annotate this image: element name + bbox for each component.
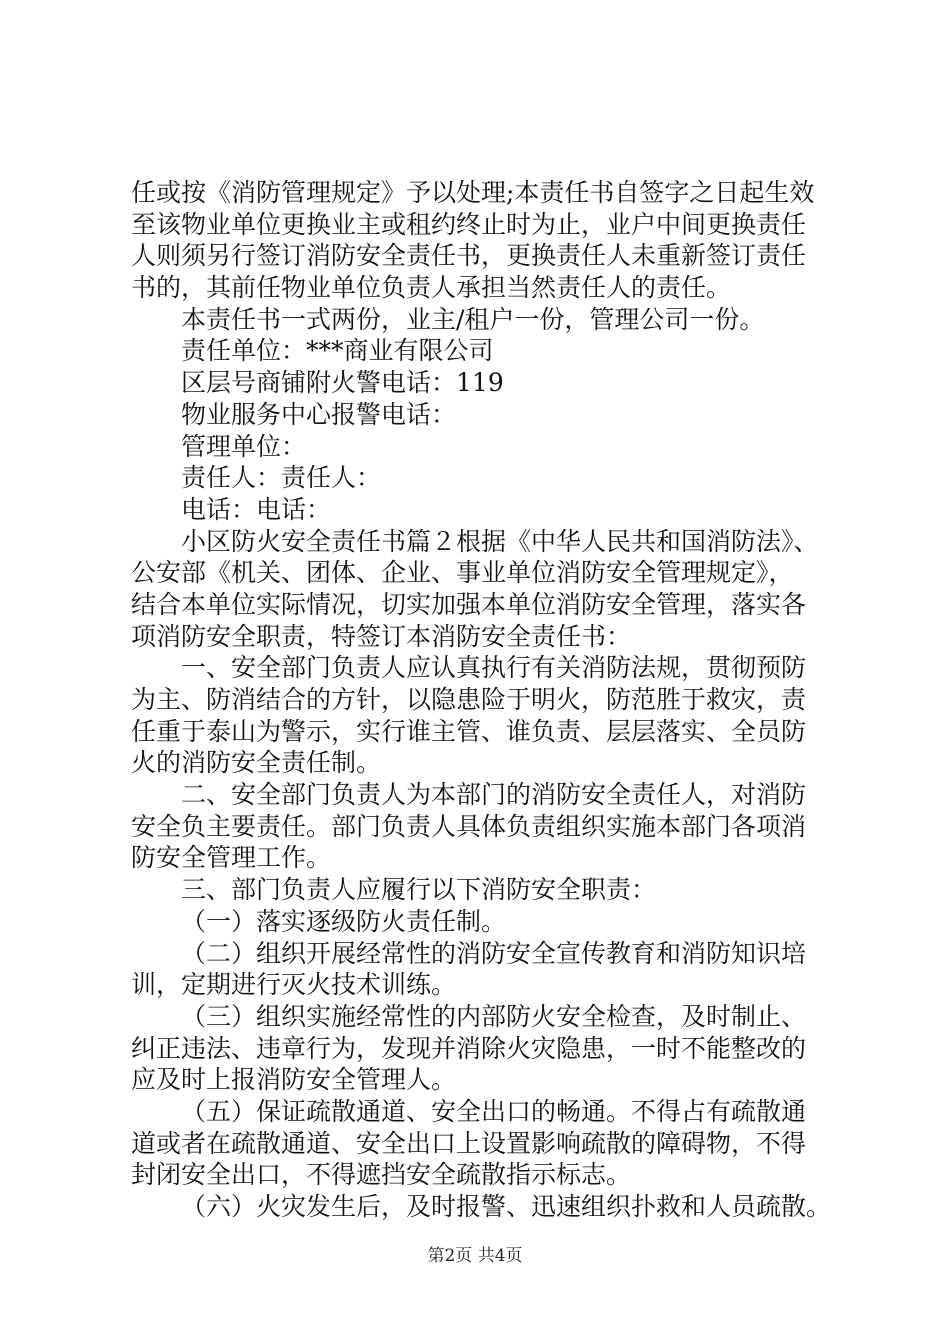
text-line: 道或者在疏散通道、安全出口上设置影响疏散的障碍物，不得 [131,1128,807,1158]
text-line: 责任单位：***商业有限公司 [181,336,494,366]
text-line: 结合本单位实际情况，切实加强本单位消防安全管理，落实各 [131,589,807,619]
text-line: 防安全管理工作。 [131,843,332,873]
text-line: 训，定期进行灭火技术训练。 [131,970,457,1000]
text-line: 一、安全部门负责人应认真执行有关消防法规，贯彻预防 [181,653,807,683]
text-line: 项消防安全职责，特签订本消防安全责任书： [131,621,632,651]
text-line: 任或按《消防管理规定》予以处理;本责任书自签字之日起生效 [131,178,815,207]
text-line: （三）组织实施经常性的内部防火安全检查，及时制止、 [181,1001,807,1031]
text-line: （六）火灾发生后，及时报警、迅速组织扑救和人员疏散。 [181,1192,832,1221]
text-line: 二、安全部门负责人为本部门的消防安全责任人，对消防 [181,780,807,810]
text-line: 火的消防安全责任制。 [131,748,382,778]
text-line: 为主、防消结合的方针，以隐患险于明火，防范胜于救灾，责 [131,685,807,714]
document-body [131,177,831,1223]
text-line: 本责任书一式两份，业主/租户一份，管理公司一份。 [181,304,765,334]
text-line: 三、部门负责人应履行以下消防安全职责： [181,875,657,905]
text-line: 封闭安全出口，不得遮挡安全疏散指示标志。 [131,1160,632,1190]
text-line: 安全负主要责任。部门负责人具体负责组织实施本部门各项消 [131,811,807,841]
text-line: 小区防火安全责任书篇２根据《中华人民共和国消防法》、 [181,526,819,556]
text-line: 纠正违法、违章行为，发现并消除火灾隐患，一时不能整改的 [131,1033,807,1063]
text-line: 人则须另行签订消防安全责任书，更换责任人未重新签订责任 [131,241,807,271]
text-line: 公安部《机关、团体、企业、事业单位消防安全管理规定》， [131,558,794,588]
text-line: （二）组织开展经常性的消防安全宣传教育和消防知识培 [181,938,807,968]
text-line: 区层号商铺附火警电话：119 [181,368,504,398]
text-line: （一）落实逐级防火责任制。 [181,906,507,936]
text-line: 管理单位： [181,431,307,461]
text-line: 物业服务中心报警电话： [181,399,457,429]
text-line: （五）保证疏散通道、安全出口的畅通。不得占有疏散通 [181,1096,807,1126]
text-line: 任重于泰山为警示，实行谁主管、谁负责、层层落实、全员防 [131,716,807,746]
text-line: 电话：电话： [181,494,332,524]
text-line: 应及时上报消防安全管理人。 [131,1065,457,1095]
page-footer: 第2页 共4页 [427,1246,523,1266]
text-line: 责任人：责任人： [181,463,382,493]
text-line: 书的，其前任物业单位负责人承担当然责任人的责任。 [131,273,732,303]
text-line: 至该物业单位更换业主或租约终止时为止，业户中间更换责任 [131,209,807,239]
